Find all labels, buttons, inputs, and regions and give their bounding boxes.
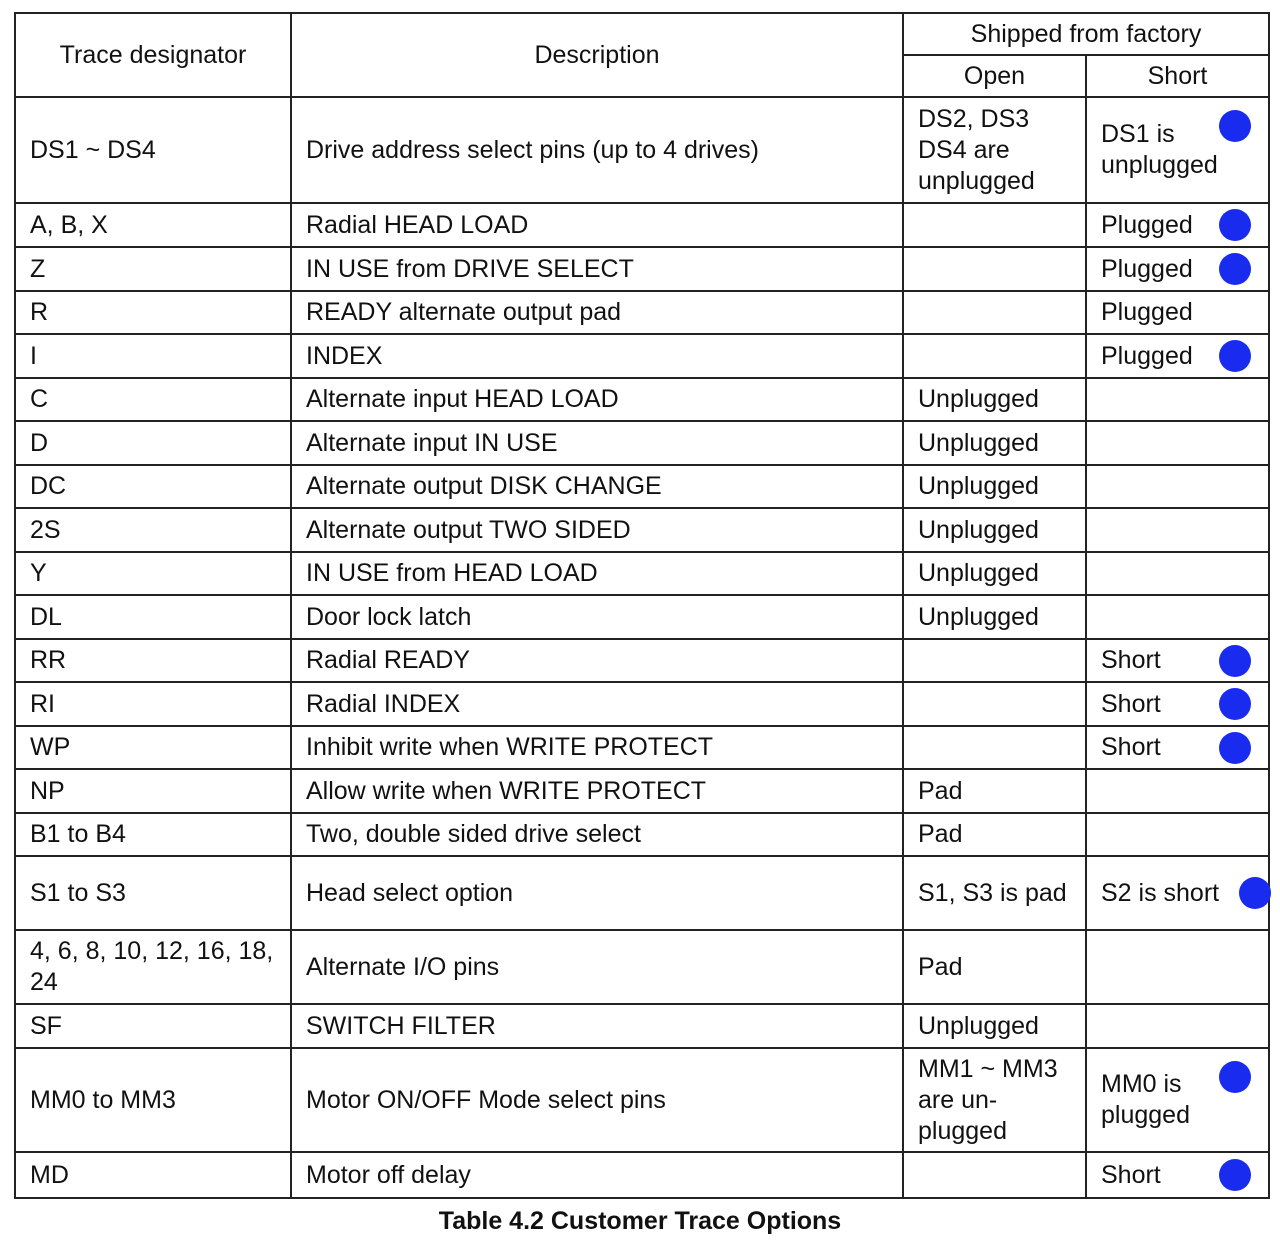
description-cell: Alternate output DISK CHANGE [291, 465, 903, 508]
open-cell [903, 247, 1086, 291]
designator-cell: I [15, 334, 291, 378]
short-cell [1086, 769, 1269, 813]
short-cell [1086, 682, 1269, 726]
short-value: Short [1101, 689, 1161, 718]
marker-dot-icon [1219, 1159, 1251, 1191]
short-value: Short [1101, 1160, 1161, 1189]
marker-dot-icon [1219, 732, 1251, 764]
description-cell: Inhibit write when WRITE PROTECT [291, 726, 903, 769]
short-cell [1086, 1048, 1269, 1152]
open-cell [903, 203, 1086, 247]
description-cell: Head select option [291, 856, 903, 930]
designator-cell: MM0 to MM3 [15, 1048, 291, 1152]
designator-cell: Z [15, 247, 291, 291]
description-cell: Alternate input IN USE [291, 421, 903, 465]
open-cell: Unplugged [903, 508, 1086, 552]
table-row [15, 421, 1269, 465]
marker-dot-icon [1219, 1061, 1251, 1093]
designator-cell: NP [15, 769, 291, 813]
open-cell: Unplugged [903, 421, 1086, 465]
short-cell [1086, 552, 1269, 595]
marker-dot-icon [1219, 688, 1251, 720]
short-cell [1086, 1004, 1269, 1048]
description-cell: Motor off delay [291, 1152, 903, 1198]
marker-dot-icon [1219, 340, 1251, 372]
designator-cell: A, B, X [15, 203, 291, 247]
table-row [15, 769, 1269, 813]
designator-cell: 2S [15, 508, 291, 552]
short-value: Plugged [1101, 341, 1193, 370]
header-description: Description [291, 13, 903, 97]
short-cell [1086, 334, 1269, 378]
designator-cell: DS1 ~ DS4 [15, 97, 291, 203]
open-cell: Unplugged [903, 595, 1086, 639]
description-cell: INDEX [291, 334, 903, 378]
short-value: Short [1101, 733, 1161, 761]
open-cell: MM1 ~ MM3 are un-plugged [903, 1048, 1086, 1152]
table-row [15, 930, 1269, 1004]
open-cell: Pad [903, 813, 1086, 856]
open-cell: DS2, DS3 DS4 are unplugged [903, 97, 1086, 203]
table-row [15, 508, 1269, 552]
short-cell [1086, 639, 1269, 682]
marker-dot-icon [1219, 253, 1251, 285]
table-row [15, 552, 1269, 595]
description-cell: Two, double sided drive select [291, 813, 903, 856]
short-cell [1086, 203, 1269, 247]
short-value: MM0 is plugged [1101, 1070, 1190, 1129]
designator-cell: RI [15, 682, 291, 726]
table-row [15, 97, 1269, 203]
designator-cell: B1 to B4 [15, 813, 291, 856]
table-row [15, 291, 1269, 334]
description-cell: Allow write when WRITE PROTECT [291, 769, 903, 813]
open-cell: Pad [903, 769, 1086, 813]
table-caption: Table 4.2 Customer Trace Options [438, 1207, 842, 1235]
description-cell: Alternate I/O pins [291, 930, 903, 1004]
header-open: Open [903, 55, 1086, 97]
description-cell: SWITCH FILTER [291, 1004, 903, 1048]
open-cell: Pad [903, 930, 1086, 1004]
open-cell [903, 726, 1086, 769]
description-cell: IN USE from DRIVE SELECT [291, 247, 903, 291]
short-value: S2 is short [1101, 878, 1220, 907]
table-row [15, 726, 1269, 769]
designator-cell: Y [15, 552, 291, 595]
table-row [15, 813, 1269, 856]
table-row [15, 1152, 1269, 1198]
description-cell: Alternate input HEAD LOAD [291, 378, 903, 421]
designator-cell: C [15, 378, 291, 421]
open-cell [903, 291, 1086, 334]
designator-cell: MD [15, 1152, 291, 1198]
short-cell [1086, 726, 1269, 769]
designator-cell: 4, 6, 8, 10, 12, 16, 18, 24 [15, 930, 291, 1004]
header-trace-designator: Trace designator [15, 13, 291, 97]
header-shipped-from-factory: Shipped from factory [903, 13, 1269, 55]
short-value: Short [1101, 646, 1161, 674]
short-cell [1086, 465, 1269, 508]
short-cell [1086, 508, 1269, 552]
short-cell [1086, 421, 1269, 465]
short-value: Plugged [1101, 210, 1193, 239]
short-cell [1086, 97, 1269, 203]
designator-cell: R [15, 291, 291, 334]
table-row [15, 465, 1269, 508]
open-cell [903, 639, 1086, 682]
marker-dot-icon [1219, 645, 1251, 677]
open-cell: Unplugged [903, 378, 1086, 421]
table-row [15, 856, 1269, 930]
designator-cell: DC [15, 465, 291, 508]
header-short: Short [1086, 55, 1269, 97]
designator-cell: RR [15, 639, 291, 682]
marker-dot-icon [1239, 877, 1271, 909]
open-cell: Unplugged [903, 465, 1086, 508]
description-cell: Alternate output TWO SIDED [291, 508, 903, 552]
short-cell [1086, 291, 1269, 334]
customer-trace-options-table [14, 12, 1270, 1199]
table-row [15, 595, 1269, 639]
description-cell: Door lock latch [291, 595, 903, 639]
designator-cell: SF [15, 1004, 291, 1048]
short-cell [1086, 813, 1269, 856]
table-row [15, 1048, 1269, 1152]
designator-cell: S1 to S3 [15, 856, 291, 930]
table-row [15, 203, 1269, 247]
short-cell [1086, 247, 1269, 291]
marker-dot-icon [1219, 110, 1251, 142]
header-row-top [15, 13, 1269, 55]
short-cell [1086, 930, 1269, 1004]
designator-cell: D [15, 421, 291, 465]
open-cell [903, 334, 1086, 378]
designator-cell: DL [15, 595, 291, 639]
description-cell: READY alternate output pad [291, 291, 903, 334]
short-value: Plugged [1101, 254, 1193, 283]
short-cell [1086, 378, 1269, 421]
short-cell [1086, 595, 1269, 639]
short-value: DS1 is unplugged [1101, 120, 1218, 179]
table-row [15, 334, 1269, 378]
open-cell: S1, S3 is pad [903, 856, 1086, 930]
description-cell: Radial HEAD LOAD [291, 203, 903, 247]
short-cell [1086, 1152, 1269, 1198]
short-value: Plugged [1101, 298, 1193, 326]
designator-cell: WP [15, 726, 291, 769]
description-cell: Drive address select pins (up to 4 drives) [291, 97, 903, 203]
description-cell: IN USE from HEAD LOAD [291, 552, 903, 595]
open-cell [903, 682, 1086, 726]
description-cell: Radial INDEX [291, 682, 903, 726]
table-row [15, 639, 1269, 682]
table-row [15, 378, 1269, 421]
open-cell: Unplugged [903, 1004, 1086, 1048]
short-cell [1086, 856, 1269, 930]
table-row [15, 247, 1269, 291]
description-cell: Motor ON/OFF Mode select pins [291, 1048, 903, 1152]
table-row [15, 682, 1269, 726]
table-row [15, 1004, 1269, 1048]
marker-dot-icon [1219, 209, 1251, 241]
open-cell: Unplugged [903, 552, 1086, 595]
description-cell: Radial READY [291, 639, 903, 682]
open-cell [903, 1152, 1086, 1198]
